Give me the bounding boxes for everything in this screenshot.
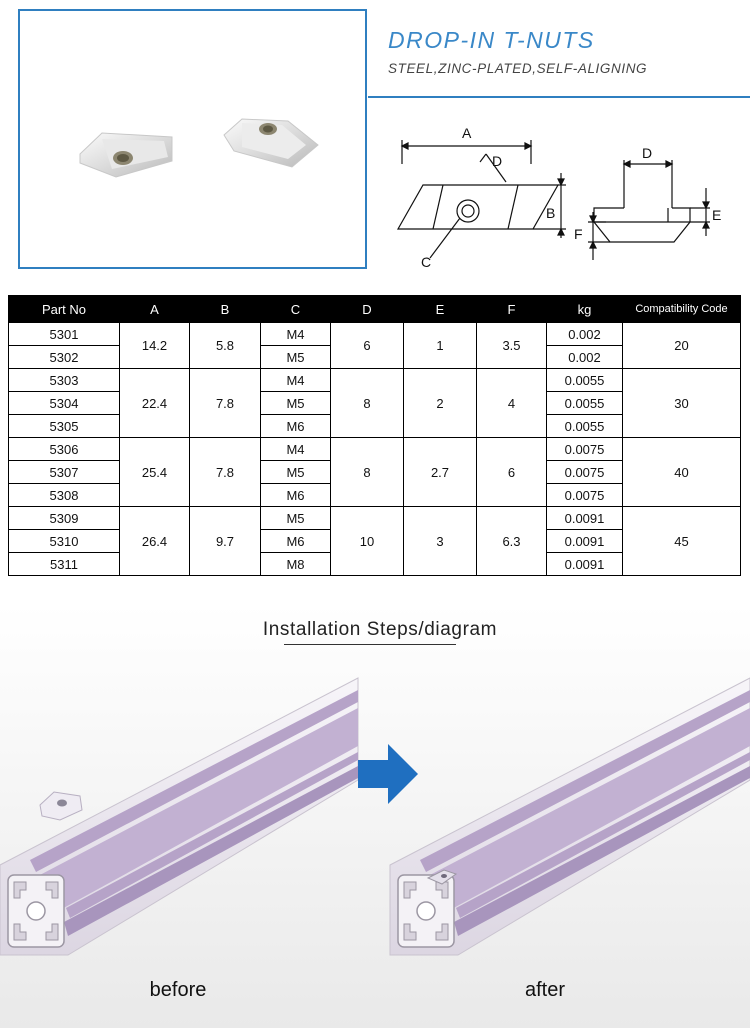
thread-size: M5 (261, 507, 331, 530)
thread-size: M4 (261, 369, 331, 392)
column-header: F (477, 296, 547, 323)
table-row (9, 438, 741, 461)
part-number: 5311 (9, 553, 120, 576)
dim-label-d: D (492, 153, 503, 169)
table-row (9, 323, 741, 346)
weight-value: 0.0075 (547, 438, 623, 461)
part-number: 5308 (9, 484, 120, 507)
weight-value: 0.0091 (547, 507, 623, 530)
part-number: 5310 (9, 530, 120, 553)
thread-size: M5 (261, 461, 331, 484)
compat-code: 40 (623, 438, 741, 507)
installation-illustration (0, 660, 750, 970)
dim-f-value: 6 (477, 438, 547, 507)
installation-title: Installation Steps/diagram (262, 619, 498, 640)
dim-e-value: 2 (404, 369, 477, 438)
dim-d-value: 8 (331, 369, 404, 438)
dim-label-c: C (421, 254, 432, 270)
t-nut-small (40, 792, 82, 820)
weight-value: 0.002 (547, 323, 623, 346)
dim-b-value: 7.8 (190, 369, 261, 438)
weight-value: 0.0055 (547, 392, 623, 415)
dim-label-d-side: D (642, 145, 653, 161)
part-number: 5302 (9, 346, 120, 369)
part-number: 5306 (9, 438, 120, 461)
title-divider (368, 96, 750, 98)
part-number: 5303 (9, 369, 120, 392)
weight-value: 0.0055 (547, 369, 623, 392)
dim-d-value: 6 (331, 323, 404, 369)
dim-f-value: 6.3 (477, 507, 547, 576)
product-title: DROP-IN T-NUTS (388, 27, 595, 53)
thread-size: M6 (261, 484, 331, 507)
table-header-row (9, 296, 741, 323)
column-header: A (120, 296, 190, 323)
weight-value: 0.0075 (547, 484, 623, 507)
dim-a-value: 14.2 (120, 323, 190, 369)
thread-size: M4 (261, 323, 331, 346)
dim-b-value: 7.8 (190, 438, 261, 507)
dim-b-value: 9.7 (190, 507, 261, 576)
profile-after (390, 678, 750, 955)
t-nut-left (80, 133, 172, 177)
weight-value: 0.0075 (547, 461, 623, 484)
thread-size: M4 (261, 438, 331, 461)
column-header: D (331, 296, 404, 323)
dim-d-value: 8 (331, 438, 404, 507)
column-header: Part No (9, 296, 120, 323)
part-number: 5305 (9, 415, 120, 438)
dim-a-value: 26.4 (120, 507, 190, 576)
table-row (9, 369, 741, 392)
technical-drawing (388, 118, 728, 278)
dim-b-value: 5.8 (190, 323, 261, 369)
product-subtitle: STEEL,ZINC-PLATED,SELF-ALIGNING (388, 61, 648, 76)
thread-size: M5 (261, 346, 331, 369)
compat-code: 30 (623, 369, 741, 438)
weight-value: 0.002 (547, 346, 623, 369)
compat-code: 45 (623, 507, 741, 576)
dim-e-value: 3 (404, 507, 477, 576)
column-header: E (404, 296, 477, 323)
dim-label-b: B (546, 205, 556, 221)
thread-size: M6 (261, 415, 331, 438)
t-nut-right (224, 119, 318, 167)
dim-label-f: F (574, 226, 583, 242)
column-header: B (190, 296, 261, 323)
installation-title-underline (284, 644, 456, 645)
weight-value: 0.0091 (547, 530, 623, 553)
thread-size: M5 (261, 392, 331, 415)
table-row (9, 507, 741, 530)
column-header: C (261, 296, 331, 323)
side-view-drawing (588, 160, 710, 260)
column-header: Compatibility Code (623, 296, 741, 323)
dim-a-value: 22.4 (120, 369, 190, 438)
part-number: 5309 (9, 507, 120, 530)
t-nut-photo (20, 11, 365, 267)
dim-f-value: 3.5 (477, 323, 547, 369)
dim-e-value: 1 (404, 323, 477, 369)
part-number: 5307 (9, 461, 120, 484)
after-label: after (524, 979, 566, 1001)
arrow-right-icon (358, 744, 418, 804)
spec-table (8, 295, 741, 576)
top-view-drawing (398, 140, 566, 258)
dim-label-e: E (712, 207, 722, 223)
part-number: 5301 (9, 323, 120, 346)
thread-size: M8 (261, 553, 331, 576)
thread-size: M6 (261, 530, 331, 553)
dim-label-a: A (462, 125, 472, 141)
dim-e-value: 2.7 (404, 438, 477, 507)
weight-value: 0.0091 (547, 553, 623, 576)
part-number: 5304 (9, 392, 120, 415)
compat-code: 20 (623, 323, 741, 369)
product-photo (18, 9, 367, 269)
weight-value: 0.0055 (547, 415, 623, 438)
dim-a-value: 25.4 (120, 438, 190, 507)
dim-d-value: 10 (331, 507, 404, 576)
column-header: kg (547, 296, 623, 323)
before-label: before (149, 979, 207, 1001)
dim-f-value: 4 (477, 369, 547, 438)
